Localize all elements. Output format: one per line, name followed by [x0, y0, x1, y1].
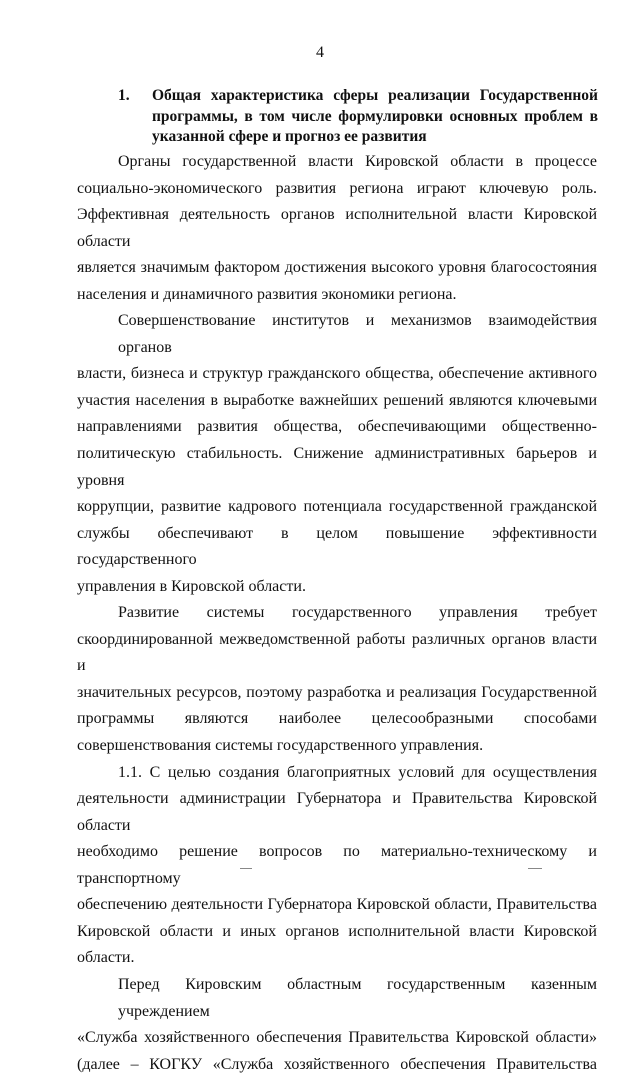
text-line: Совершенствование институтов и механизмов взаимодействия органов — [118, 312, 597, 356]
text-line: коррупции, развитие кадрового потенциала государственной гражданской — [77, 498, 597, 516]
text-line: совершенствования системы государственного управления. — [77, 737, 484, 755]
heading-line: программы, в том числе формулировки основных проблем в — [152, 107, 598, 125]
scan-artifact — [528, 868, 542, 869]
text-line: социально-экономического развития региона играют ключевую роль. — [77, 179, 597, 197]
text-line: направлениями развития общества, обеспечивающими общественно- — [77, 418, 597, 436]
text-line: области. — [77, 949, 135, 967]
text-line: управления в Кировской области. — [77, 577, 306, 595]
scan-artifact — [240, 868, 252, 869]
heading-line: Общая характеристика сферы реализации Государственной — [152, 87, 598, 104]
text-line: необходимо решение вопросов по материально-техническому и транспортному — [77, 843, 597, 887]
text-line: значительных ресурсов, поэтому разработка и реализация Государственной — [77, 683, 597, 701]
text-line: Кировской области и иных органов исполнительной власти Кировской — [77, 922, 597, 940]
paragraph — [77, 972, 597, 1078]
text-line: населения и динамичного развития экономики региона. — [77, 285, 457, 303]
paragraph — [77, 308, 597, 600]
page-number: 4 — [316, 44, 324, 61]
text-line: программы являются наиболее целесообразными способами — [77, 710, 597, 728]
text-line: Эффективная деятельность органов исполнительной власти Кировской области — [77, 206, 597, 250]
paragraph — [77, 600, 597, 759]
document-body — [77, 149, 597, 1078]
heading-line: указанной сфере и прогноз ее развития — [152, 128, 427, 145]
section-title — [152, 86, 598, 148]
text-line: (далее – КОГКУ «Служба хозяйственного обеспечения Правительства — [77, 1055, 597, 1073]
section-number: 1. — [118, 87, 130, 104]
section-heading — [118, 86, 598, 148]
text-line: является значимым фактором достижения высокого уровня благосостояния — [77, 259, 597, 277]
paragraph — [77, 760, 597, 972]
text-line: 1.1. С целью создания благоприятных условий для осуществления — [118, 763, 597, 781]
text-line: политическую стабильность. Снижение административных барьеров и уровня — [77, 445, 597, 489]
text-line: скоординированной межведомственной работы различных органов власти и — [77, 630, 597, 675]
text-line: Органы государственной власти Кировской области в процессе — [118, 153, 597, 170]
text-line: участия населения в выработке важнейших решений являются ключевыми — [77, 391, 597, 409]
text-line: деятельности администрации Губернатора и Правительства Кировской области — [77, 790, 597, 834]
text-line: обеспечению деятельности Губернатора Кировской области, Правительства — [77, 896, 597, 914]
text-line: службы обеспечивают в целом повышение эффективности государственного — [77, 524, 597, 569]
paragraph — [77, 149, 597, 308]
text-line: Развитие системы государственного управления требует — [118, 604, 597, 622]
text-line: «Служба хозяйственного обеспечения Правительства Кировской области» — [77, 1029, 597, 1047]
text-line: власти, бизнеса и структур гражданского общества, обеспечение активного — [77, 365, 597, 383]
text-line: Перед Кировским областным государственным казенным учреждением — [118, 975, 597, 1020]
